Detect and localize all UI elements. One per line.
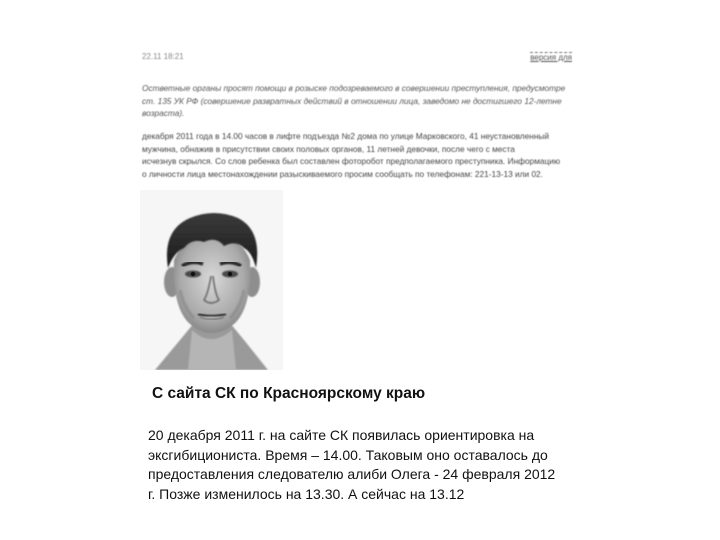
screenshot-line: возраста). — [142, 108, 185, 118]
body-line: 20 декабря 2011 г. на сайте СК появилась ориентировка на — [148, 427, 535, 443]
screenshot-version-link: версия для — [530, 53, 572, 62]
screenshot-paragraph-2 — [142, 130, 578, 180]
image-caption: С сайта СК по Красноярскому краю — [152, 385, 426, 402]
screenshot-line: мужчина, обнажив в присутствии своих половых органов, 11 летней девочки, после чего с места — [142, 143, 515, 154]
body-line: предоставления следователю алиби Олега - 24 февраля 2012 — [148, 466, 556, 483]
screenshot-line: ст. 135 УК РФ (совершение развратных действий в отношении лица, заведомо не достигшего 12-летне — [142, 95, 562, 106]
website-screenshot — [138, 46, 578, 186]
body-line: эксгибициониста. Время – 14.00. Таковым оно оставалось до — [148, 446, 548, 463]
screenshot-line: Остветные органы просят помощи в розыске подозреваемого в совершении преступления, предусмотре — [142, 83, 566, 93]
screenshot-line: о личности лица местонахождении разыскиваемого просим сообщать по телефонам: 221-13-13 или 02. — [142, 168, 543, 179]
screenshot-paragraph-1 — [142, 82, 578, 120]
photofit-image — [140, 190, 283, 370]
body-paragraph — [148, 426, 588, 504]
screenshot-line: исчезнув скрылся. Со слов ребенка был составлен фоторобот предполагаемого преступника. Информацию — [142, 156, 561, 166]
body-line: г. Позже изменилось на 13.30. А сейчас на 13.12 — [148, 485, 465, 502]
screenshot-line: декабря 2011 года в 14.00 часов в лифте подъезда №2 дома по улице Марковского, 41 неустановленный — [142, 131, 550, 141]
screenshot-date: 22.11 18:21 — [142, 52, 184, 61]
